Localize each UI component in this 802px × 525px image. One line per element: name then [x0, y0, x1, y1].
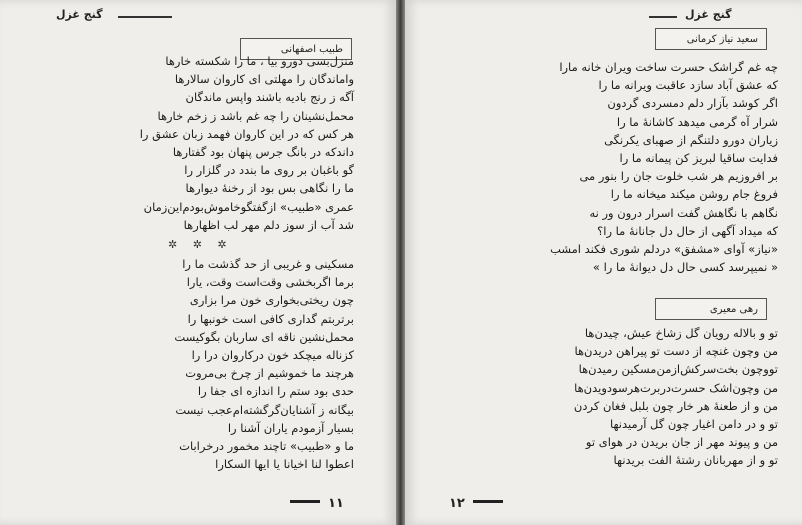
header-rule	[649, 16, 677, 18]
left-page	[0, 0, 396, 525]
poem-one	[14, 52, 354, 234]
verse-line: برما اگربخشی وقت‌است وقت، یارا	[186, 275, 354, 290]
verse-line: نگاهم با نگاهش گفت اسرار درون ور نه	[589, 205, 778, 220]
verse-line: من وچون غنچه از دست تو پیراهن دریدن‌ها	[574, 344, 778, 359]
poet-name-box: رهی معیری	[655, 298, 767, 320]
verse-line: بیگانه ز آشنایان‌گرگشته‌ام‌عجب نیست	[175, 402, 354, 417]
verse-line: کزناله میچکد خون درکاروان درا را	[191, 347, 354, 362]
verse-line: که‌ عشق آباد سازد عاقبت ویرانه ما را	[598, 78, 778, 93]
verse-line: بر افروزیم هر شب خلوت جان را بنور می	[579, 169, 778, 184]
running-header: گنج غزل	[685, 8, 732, 21]
header-rule	[118, 16, 172, 18]
verse-line: چون ریختی‌بخواری خون مرا بزاری	[189, 293, 354, 308]
verse-line: تو و در دامن اغیار چون گل آرمیدنها	[609, 416, 778, 431]
verse-line: تووچون بخت‌سرکش‌ازمن‌مسکین رمیدن‌ها	[578, 362, 778, 377]
verse-line: اعطوا لنا اخیانا یا ایها السکارا	[215, 457, 354, 472]
poem-two	[428, 324, 778, 470]
poet-name-box: سعید نیاز کرمانی	[655, 28, 767, 50]
verse-line: « نمیپرسد کسی حال دل دیوانهٔ ما را »	[592, 260, 778, 275]
verse-line: منزل‌بسی دورو بیا ، ما را شکسته خارها	[165, 54, 354, 68]
verse-line: زیاران دورو دلتنگم از صهبای یکرنگی	[604, 132, 778, 147]
verse-line: حدی بود ستم را اندازه ای جفا را	[197, 384, 354, 399]
verse-line: من و از طعنهٔ هر خار چون بلبل فغان کردن	[573, 398, 778, 413]
verse-line: که میداد آگهی از حال دل جانانهٔ ما را؟	[597, 223, 778, 238]
verse-line: محمل‌نشین ناقه ای ساربان بگوکیست	[174, 329, 354, 344]
verse-line: شد آب از سوز دلم مهر لب اظهارها	[183, 217, 354, 232]
section-separator: ✲ ✲ ✲	[168, 238, 233, 251]
verse-line: محمل‌نشینان را چه غم باشد ز زخم خارها	[157, 108, 354, 123]
verse-line: من وچون‌اشک حسرت‌دربرت‌هرسودویدن‌ها	[574, 380, 778, 395]
verse-line: واماندگان را مهلتی ای کاروان سالارها	[174, 72, 354, 87]
verse-line: تو و بالاله رویان گل زشاخ عیش، چیدن‌ها	[584, 326, 778, 340]
verse-line: هرچند ما خموشیم از چرخ بی‌مروت	[185, 366, 354, 381]
verse-line: گو باغبان بر روی ما بندد در گلزار را	[184, 163, 354, 178]
page-number: ۱۱	[328, 496, 344, 511]
running-header: گنج غزل	[56, 8, 103, 21]
verse-line: عمری «طبیب» ازگفتگوخاموش‌بودم‌این‌زمان	[143, 199, 354, 214]
verse-line: هر کس که در این کاروان فهمد زبان عشق را	[139, 126, 354, 141]
verse-line: بسیار آزمودم یاران آشنا را	[227, 420, 354, 435]
verse-line: ما را نگاهی بس بود از رخنهٔ دیوارها	[185, 181, 354, 196]
footer-rule	[290, 500, 320, 503]
verse-line: تو و از مهربانان رشتهٔ الفت بریدنها	[613, 453, 778, 468]
footer-rule	[473, 500, 503, 503]
verse-line: ما و «طبیب» تاچند مخمور درخرابات	[179, 438, 354, 453]
verse-line: اگر کوشد بآزار دلم دمسردی گردون	[607, 96, 778, 111]
verse-line: برتربتم گداری کافی است خونبها را	[187, 311, 354, 326]
poem-one	[428, 58, 778, 276]
verse-line: فروغ جام روشن میکند میخانه ما را	[610, 187, 778, 202]
verse-line: «نیاز» آوای «مشفق» دردلم شوری فکند امشب	[550, 241, 778, 256]
verse-line: مسکینی و غریبی از حد گذشت ما را	[182, 257, 354, 271]
verse-line: چه غم گراشک حسرت ساخت ویران خانه مارا	[559, 60, 778, 74]
verse-line: فدایت ساقیا لبریز کن پیمانه ما را	[619, 150, 778, 165]
verse-line: آگه ز رنج بادیه باشند واپس ماندگان	[185, 90, 354, 105]
book-spine	[396, 0, 405, 525]
verse-line: شرار آه گرمی میدهد کاشانهٔ ما را	[616, 114, 778, 129]
right-page	[405, 0, 802, 525]
verse-line: داندکه در بانگ جرس پنهان بود گفتارها	[172, 144, 354, 159]
poet-name-box: طبیب اصفهانی	[240, 38, 352, 60]
verse-line: من و پیوند مهر از جان بریدن در هوای تو	[585, 435, 778, 450]
page-number: ۱۲	[449, 496, 465, 511]
poem-two	[14, 255, 354, 473]
